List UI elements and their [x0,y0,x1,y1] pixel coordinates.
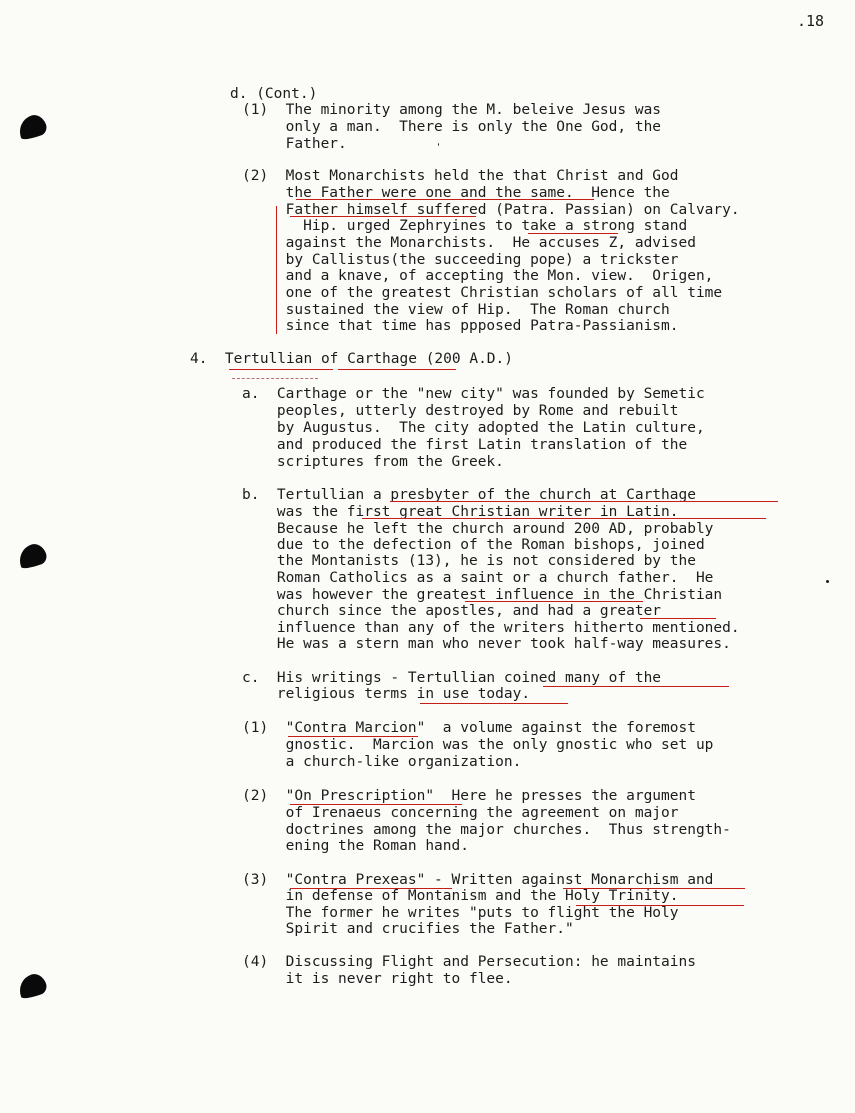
text-line: in defense of Montanism and the Holy Trinity. [242,888,679,904]
text-line: a church-like organization. [242,754,522,770]
red-underline [563,888,745,889]
text-line: Father. [242,136,347,152]
text-line: and produced the first Latin translation of the [242,437,688,453]
text-line: a. Carthage or the "new city" was founded by Semetic [242,386,705,402]
text-line: (2) Most Monarchists held the that Christ and God [242,168,679,184]
text-line: (3) "Contra Prexeas" - Written against Monarchism and [242,872,714,888]
text-line: c. His writings - Tertullian coined many of the [242,670,662,686]
text-line: peoples, utterly destroyed by Rome and rebuilt [242,403,679,419]
text-line: religious terms in use today. [242,686,531,702]
red-underline [232,378,318,379]
red-underline [465,601,643,602]
red-underline [229,369,333,370]
red-underline [296,199,594,200]
text-line: by Callistus(the succeeding pope) a trickster [242,252,679,268]
text-line: since that time has ppposed Patra-Passianism. [242,318,679,334]
text-line: against the Monarchists. He accuses Z, advised [242,235,696,251]
page-number: .18 [797,12,825,30]
text-line: gnostic. Marcion was the only gnostic who set up [242,737,714,753]
punch-hole-top [15,112,49,142]
text-line: (1) "Contra Marcion" a volume against the foremost [242,720,696,736]
red-underline [338,369,456,370]
text-line: the Father were one and the same. Hence the [242,185,670,201]
red-underline [288,736,418,737]
stray-mark [826,580,829,583]
text-line: doctrines among the major churches. Thus strength- [242,822,731,838]
text-line: Spirit and crucifies the Father." [242,921,574,937]
red-underline [543,686,729,687]
red-underline [390,501,778,502]
text-line: and a knave, of accepting the Mon. view. Origen, [242,268,714,284]
text-line: church since the apostles, and had a greater [242,603,662,619]
text-line: sustained the view of Hip. The Roman church [242,302,670,318]
text-line: He was a stern man who never took half-way measures. [242,636,731,652]
red-underline [290,216,476,217]
text-line: (4) Discussing Flight and Persecution: he maintains [242,954,696,970]
red-underline [576,905,744,906]
stray-mark [438,143,439,146]
text-line: scriptures from the Greek. [242,454,504,470]
text-line: it is never right to flee. [242,971,513,987]
text-line: ening the Roman hand. [242,838,469,854]
text-line: d. (Cont.) [230,86,318,102]
text-line: the Montanists (13), he is not considered by the [242,553,696,569]
text-line: was however the greatest influence in the Christian [242,587,723,603]
red-underline [528,233,618,234]
punch-hole-bottom [15,971,49,1001]
text-line: influence than any of the writers hitherto mentioned. [242,620,740,636]
text-line: Hip. urged Zephryines to take a strong stand [242,218,688,234]
text-line: The former he writes "puts to flight the Holy [242,905,679,921]
text-line: Because he left the church around 200 AD, probably [242,521,714,537]
text-line: due to the defection of the Roman bishops, joined [242,537,705,553]
red-underline [640,618,716,619]
text-line: by Augustus. The city adopted the Latin culture, [242,420,705,436]
text-line: b. Tertullian a presbyter of the church at Carthage [242,487,696,503]
text-line: (1) The minority among the M. beleive Jesus was [242,102,662,118]
text-line: Father himself suffered (Patra. Passian) on Calvary. [242,202,740,218]
text-line: one of the greatest Christian scholars of all time [242,285,723,301]
margin-bracket [276,206,277,334]
red-underline [420,703,568,704]
section-heading: 4. Tertullian of Carthage (200 A.D.) [190,351,514,367]
punch-hole-middle [15,541,49,571]
red-underline [290,888,452,889]
text-line: only a man. There is only the One God, the [242,119,662,135]
text-line: of Irenaeus concerning the agreement on major [242,805,679,821]
text-line: Roman Catholics as a saint or a church father. He [242,570,714,586]
text-line: was the first great Christian writer in Latin. [242,504,679,520]
red-underline [290,804,462,805]
red-underline [362,518,766,519]
text-line: (2) "On Prescription" Here he presses the argument [242,788,696,804]
